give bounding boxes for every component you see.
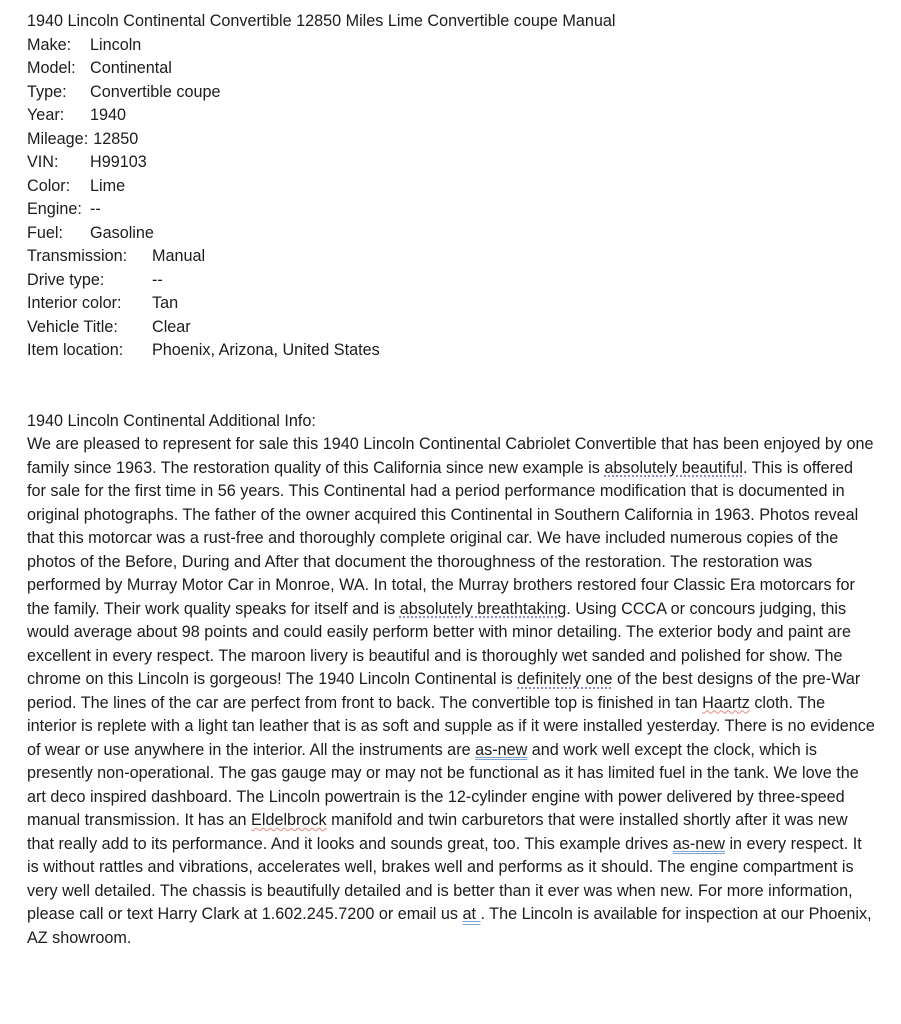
text-run: . Using CCCA or concours judging, this would average about 98 points and could easily perform better with minor detailing. The exterior body and paint are excellent in every respect. The maroon livery is beautiful and is thoroughly wet sanded and polished for show. The chrome on this Lincoln is gorgeous! The 1940 Lincoln Continental is <box>27 599 851 688</box>
description-paragraph <box>27 433 875 950</box>
spec-row <box>27 34 875 58</box>
text-run: in every respect. It is without rattles and vibrations, accelerates well, brakes well and performs as it should. The engine compartment is very well detailed. The chassis is beautifully detailed and is better than it ever was when new. For more information, please call or text Harry Clark at 1.602.245.7200 or email us <box>27 834 862 923</box>
text-run: . This is offered for sale for the first time in 56 years. This Continental had a period performance modification that is documented in original photographs. The father of the owner acquired this Continental in Southern California in 1963. Photos reveal that this motorcar was a rust-free and thoroughly complete original car. We have included numerous copies of the photos of the Before, During and After that document the thoroughness of the restoration. The restoration was performed by Murray Motor Car in Monroe, WA. In total, the Murray brothers restored four Classic Era motorcars for the family. Their work quality speaks for itself and is <box>27 458 859 618</box>
spec-label: Item location: <box>27 341 124 359</box>
spec-value: Lime <box>90 176 126 195</box>
spec-label: VIN: <box>27 153 59 171</box>
spec-row <box>27 292 875 316</box>
spec-row <box>27 104 875 128</box>
spec-row <box>27 222 875 246</box>
text-run: manifold and twin carburetors that were installed shortly after it was new that really add to its performance. And it looks and sounds great, too. This example drives <box>27 811 848 853</box>
spec-label: Transmission: <box>27 247 128 265</box>
text-run: We are pleased to represent for sale this 1940 Lincoln Continental Cabriolet Convertible that has been enjoyed by one family since 1963. The restoration quality of this California since new example is <box>27 435 874 477</box>
spec-value: -- <box>152 270 163 289</box>
spec-value: Clear <box>152 317 191 336</box>
spec-label: Engine: <box>27 200 82 218</box>
spec-value: H99103 <box>90 153 147 171</box>
spec-label: Make: <box>27 35 72 54</box>
spec-row <box>27 81 875 105</box>
spec-row <box>27 269 875 293</box>
spec-row <box>27 151 875 175</box>
spec-value: Tan <box>152 294 179 312</box>
spec-value: -- <box>90 200 101 218</box>
spec-label: Type: <box>27 82 67 101</box>
grammar-marked-text: definitely one <box>517 670 613 688</box>
spec-value: 1940 <box>90 106 127 124</box>
spec-value: Continental <box>90 59 172 77</box>
grammar-marked-text: at <box>462 905 481 923</box>
spec-row <box>27 339 875 363</box>
spec-value: Manual <box>152 247 206 265</box>
spec-value: Gasoline <box>90 223 154 242</box>
spec-label: Color: <box>27 176 71 195</box>
grammar-marked-text: as-new <box>475 740 528 759</box>
spec-row <box>27 175 875 199</box>
grammar-marked-text: absolutely breathtaking <box>399 599 567 618</box>
spec-label: Fuel: <box>27 223 63 242</box>
spec-value: Convertible coupe <box>90 82 221 101</box>
spec-value: Lincoln <box>90 35 142 54</box>
spec-row <box>27 128 875 152</box>
text-run: of the best designs of the pre-War period. The lines of the car are perfect from front to back. The convertible top is finished in tan <box>27 670 861 712</box>
additional-info-heading: 1940 Lincoln Continental Additional Info: <box>27 411 316 430</box>
spec-row <box>27 57 875 81</box>
spellcheck-marked-text: Eldelbrock <box>251 811 327 829</box>
spellcheck-marked-text: Haartz <box>702 693 750 712</box>
spec-label: Model: <box>27 59 76 77</box>
listing-title: 1940 Lincoln Continental Convertible 12850 Miles Lime Convertible coupe Manual <box>27 12 616 30</box>
grammar-marked-text: absolutely beautiful <box>604 458 743 477</box>
spec-list <box>27 34 875 363</box>
spec-label: Vehicle Title: <box>27 317 118 336</box>
spec-label: Drive type: <box>27 270 105 289</box>
spec-value: Phoenix, Arizona, United States <box>152 341 380 359</box>
spec-row <box>27 245 875 269</box>
spec-row <box>27 198 875 222</box>
text-run: and work well except the clock, which is presently non-operational. The gas gauge may or may not be functional as it has limited fuel in the tank. We love the art deco inspired dashboard. The Lincoln powertrain is the 12-cylinder engine with power delivered by three-speed manual transmission. It has an <box>27 740 859 829</box>
spec-row <box>27 316 875 340</box>
grammar-marked-text: as-new <box>672 834 725 853</box>
spec-label: Interior color: <box>27 294 122 312</box>
spec-label: Year: <box>27 106 65 124</box>
spec-label: Mileage: <box>27 129 89 148</box>
text-run: cloth. The interior is replete with a light tan leather that is as soft and supple as if it were installed yesterday. There is no evidence of wear or use anywhere in the interior. All the instruments are <box>27 693 875 759</box>
text-run: . The Lincoln is available for inspection at our Phoenix, AZ showroom. <box>27 905 872 947</box>
section-gap <box>27 363 875 410</box>
spec-value: 12850 <box>93 129 139 148</box>
